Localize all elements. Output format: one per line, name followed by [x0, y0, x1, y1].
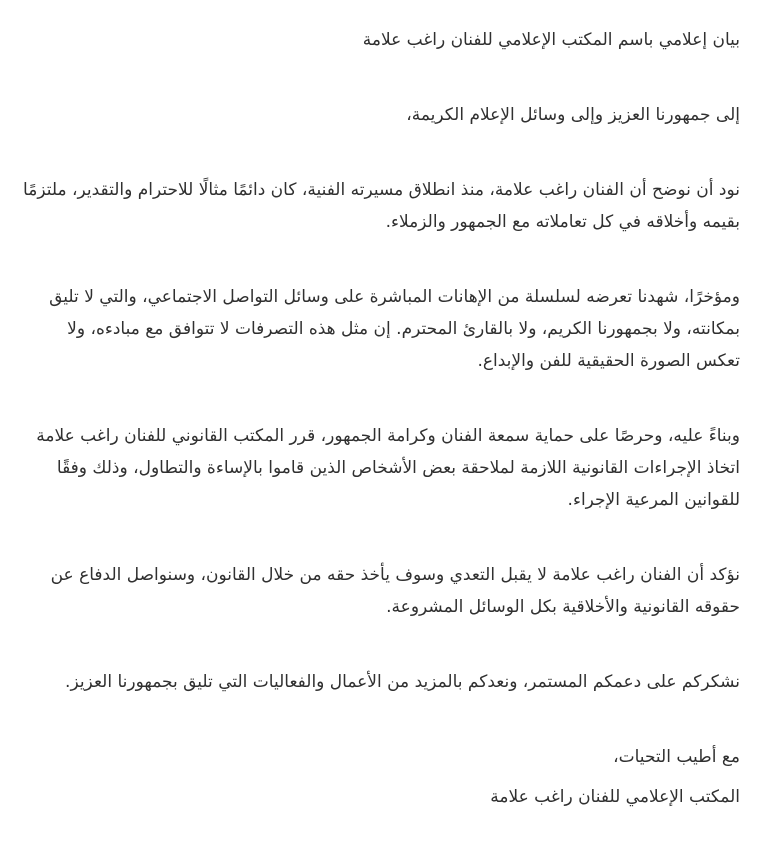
paragraph-line: اتخاذ الإجراءات القانونية اللازمة لملاحقة بعض الأشخاص الذين قاموا بالإساءة والتطاول، وذلك وفقًا [56, 458, 740, 478]
closing-regards-line: مع أطيب التحيات، [613, 747, 740, 767]
signature-line: المكتب الإعلامي للفنان راغب علامة [490, 787, 740, 807]
statement-paragraph-5 [30, 666, 740, 698]
paragraph-line: بقيمه وأخلاقه في كل تعاملاته مع الجمهور والزملاء. [385, 212, 740, 232]
paragraph-line: نشكركم على دعمكم المستمر، ونعدكم بالمزيد من الأعمال والفعاليات التي تليق بجمهورنا العزيز. [65, 672, 740, 692]
salutation-line: إلى جمهورنا العزيز وإلى وسائل الإعلام الكريمة، [406, 105, 740, 125]
paragraph-line: للقوانين المرعية الإجراء. [567, 490, 740, 510]
statement-paragraph-3 [30, 420, 740, 516]
statement-paragraph-2 [30, 281, 740, 377]
statement-paragraph-4 [30, 559, 740, 623]
paragraph-line: حقوقه القانونية والأخلاقية بكل الوسائل المشروعة. [386, 597, 740, 617]
closing-regards [30, 741, 740, 773]
statement-title: بيان إعلامي باسم المكتب الإعلامي للفنان راغب علامة [362, 30, 740, 50]
statement-header [30, 24, 740, 56]
paragraph-line: بمكانته، ولا بجمهورنا الكريم، ولا بالقارئ المحترم. إن مثل هذه التصرفات لا تتوافق مع مبادءه، ولا [67, 319, 740, 339]
statement-paragraph-1 [23, 174, 740, 238]
paragraph-line: نؤكد أن الفنان راغب علامة لا يقبل التعدي وسوف يأخذ حقه من خلال القانون، وسنواصل الدفاع عن [50, 565, 740, 585]
paragraph-line: ومؤخرًا، شهدنا تعرضه لسلسلة من الإهانات المباشرة على وسائل التواصل الاجتماعي، والتي لا تليق [49, 287, 740, 307]
statement-salutation [30, 99, 740, 131]
paragraph-line: وبناءً عليه، وحرصًا على حماية سمعة الفنان وكرامة الجمهور، قرر المكتب القانوني للفنان راغب علامة [36, 426, 740, 446]
closing-signature [30, 781, 740, 813]
paragraph-line: تعكس الصورة الحقيقية للفن والإبداع. [477, 351, 740, 371]
paragraph-line: نود أن نوضح أن الفنان راغب علامة، منذ انطلاق مسيرته الفنية، كان دائمًا مثالًا للاحترام والتقدير، ملتزمًا [23, 180, 740, 200]
